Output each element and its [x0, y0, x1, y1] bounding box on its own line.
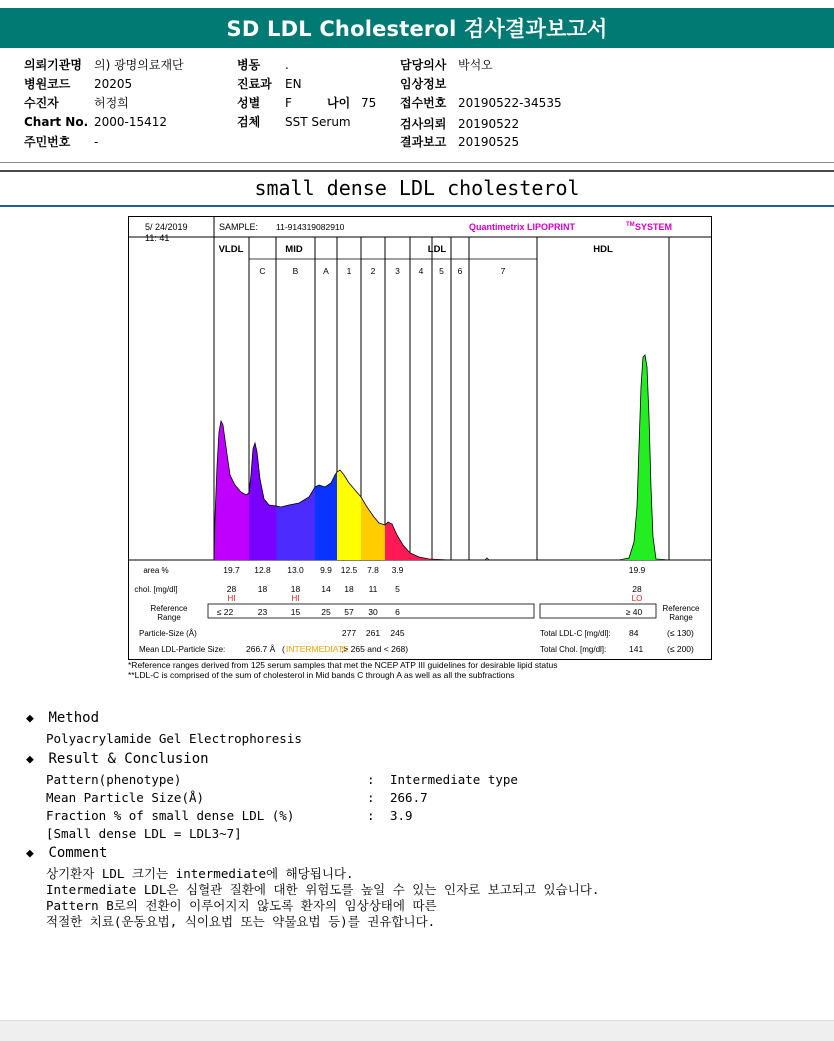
- info-field: [400, 115, 519, 132]
- info-field-value: 20190522: [458, 117, 520, 131]
- chart-group-vldl: VLDL: [218, 244, 244, 255]
- info-field: [237, 56, 289, 73]
- chart-total-ldlc: 84: [629, 628, 639, 638]
- result-note: [Small dense LDL = LDL3~7]: [46, 826, 242, 841]
- chart-ref-value: ≤ 22: [216, 607, 234, 617]
- chart-mean-crit: ;> 265 and < 268): [341, 644, 409, 654]
- chart-ref-value: 30: [368, 607, 378, 617]
- section-title: small dense LDL cholesterol: [254, 176, 580, 200]
- chart-psize-value: 261: [365, 628, 381, 638]
- chart-area-hdl: [537, 355, 669, 560]
- chart-brand: Quantimetrix LIPOPRINT: [469, 222, 576, 232]
- info-field-age-label: 나이: [327, 96, 351, 110]
- chart-area-value: 12.8: [254, 565, 271, 575]
- result-colon: :: [367, 790, 375, 805]
- info-field-value: 박석오: [458, 58, 493, 72]
- chart-area-C: [249, 443, 276, 560]
- chart-row-label-psize: Particle-Size (Å): [139, 629, 197, 638]
- method-text: Polyacrylamide Gel Electrophoresis: [46, 731, 302, 746]
- chart-band-label: 3: [395, 266, 400, 276]
- result-colon: :: [367, 772, 375, 787]
- chart-flag: HI: [291, 594, 300, 603]
- comment-line: 적절한 치료(운동요법, 식이요법 또는 약물요법 등)를 권유합니다.: [46, 914, 436, 929]
- method-heading: [26, 710, 99, 726]
- footnote-1: *Reference ranges derived from 125 serum samples that met the NCEP ATP III guidelines for desirable lipid status: [128, 660, 558, 670]
- info-field: [237, 75, 302, 92]
- report-title-bar: [0, 8, 834, 48]
- info-field-label: 검체: [237, 115, 261, 129]
- chart-group-ldl: LDL: [427, 244, 447, 255]
- comment-heading: [26, 845, 107, 861]
- chart-psize-value: 277: [341, 628, 357, 638]
- result-colon: :: [367, 808, 375, 823]
- chart-band-label: B: [292, 266, 299, 276]
- info-field-label: 의뢰기관명: [24, 58, 82, 72]
- divider: [0, 205, 834, 207]
- chart-area-value: 7.8: [367, 565, 379, 575]
- info-field-age: [327, 94, 376, 111]
- chart-band-label: C: [259, 266, 266, 276]
- chart-ref-value: 25: [321, 607, 331, 617]
- result-label-pattern: Pattern(phenotype): [46, 772, 182, 787]
- info-field: [237, 113, 351, 130]
- result-heading: [26, 751, 209, 767]
- info-field-value: F: [285, 96, 292, 110]
- info-field: [237, 94, 292, 111]
- info-field-value: 의) 광명의료재단: [94, 58, 184, 72]
- chart-mean-size: 266.7 Å: [246, 644, 276, 654]
- chart-chol-value: 28: [632, 584, 642, 594]
- chart-band-label: 4: [418, 266, 424, 276]
- chart-date: 5/ 24/2019: [145, 222, 188, 232]
- footnote-2: **LDL-C is comprised of the sum of cholesterol in Mid bands C through A as well as all the subfractions: [128, 670, 515, 680]
- divider: [0, 162, 834, 163]
- info-field: [24, 56, 184, 73]
- chart-flag: HI: [227, 594, 236, 603]
- chart-band-label: 6: [457, 266, 463, 276]
- chart-band-label: 5: [439, 266, 444, 276]
- info-field-label: 결과보고: [400, 135, 447, 149]
- chart-area-value: 13.0: [287, 565, 304, 575]
- info-field-label: 수진자: [24, 96, 59, 110]
- chart-area-B: [276, 487, 315, 560]
- info-field: [24, 94, 129, 111]
- chart-area-2: [361, 497, 385, 560]
- comment-line: Intermediate LDL은 심혈관 질환에 대한 위험도를 높일 수 있는 인자로 보고되고 있습니다.: [46, 882, 600, 897]
- info-field-label: 담당의사: [400, 58, 447, 72]
- chart-chol-value: 18: [257, 584, 268, 594]
- chart-chol-value: 5: [395, 584, 400, 594]
- info-field-value: 허정희: [94, 96, 129, 110]
- result-label-fraction: Fraction % of small dense LDL (%): [46, 808, 295, 823]
- chart-chol-value: 28: [226, 584, 237, 594]
- chart-ref-value: 23: [257, 607, 268, 617]
- chart-area-value: 12.5: [340, 565, 358, 575]
- info-field-value: 2000-15412: [94, 115, 168, 129]
- chart-area-VLDL: [214, 421, 249, 560]
- info-field-label: 성별: [237, 96, 261, 110]
- info-field: [24, 115, 167, 129]
- info-field-label: 임상정보: [400, 77, 447, 91]
- chart-area-value: 3.9: [391, 565, 404, 575]
- comment-line: 상기환자 LDL 크기는 intermediate에 해당됩니다.: [46, 866, 354, 881]
- chart-total-chol-ref: (≤ 200): [667, 644, 694, 654]
- info-field-label: 병동: [237, 58, 261, 72]
- info-field-label: 진료과: [237, 77, 272, 91]
- lipoprint-chart-svg: [129, 217, 711, 659]
- info-field-label: 주민번호: [24, 135, 71, 149]
- chart-band-label: A: [323, 266, 329, 276]
- chart-total-chol-label: Total Chol. [mg/dl]:: [540, 645, 607, 654]
- chart-band-label: 1: [346, 266, 352, 276]
- chart-right-ref-label: Reference: [662, 604, 700, 613]
- info-field: [400, 94, 562, 111]
- chart-mean-type: INTERMEDIATE: [286, 644, 349, 654]
- info-field-label: 접수번호: [400, 96, 447, 110]
- info-field-label: 검사의뢰: [400, 117, 447, 131]
- chart-psize-value: 245: [390, 628, 405, 638]
- chart-mean-open: (: [282, 644, 285, 654]
- info-field-value: 20190522-34535: [458, 96, 562, 110]
- chart-band-label: 2: [370, 266, 376, 276]
- chart-row-label-chol: chol. [mg/dl]: [134, 585, 178, 594]
- method-title: Method: [48, 710, 100, 726]
- chart-row-label-area: area %: [143, 566, 169, 575]
- info-field-age-value: 75: [361, 96, 377, 110]
- info-field: [400, 133, 519, 150]
- result-value-fraction: 3.9: [390, 808, 413, 823]
- chart-sample-id: 11-914319082910: [276, 222, 345, 232]
- report-title: SD LDL Cholesterol 검사결과보고서: [226, 17, 608, 41]
- info-field-value: SST Serum: [285, 115, 351, 129]
- result-value-pattern: Intermediate type: [390, 772, 518, 787]
- chart-total-ldlc-label: Total LDL-C [mg/dl]:: [540, 629, 611, 638]
- chart-row-label-ref: Range: [157, 613, 181, 622]
- info-field-value: 20190525: [458, 135, 520, 149]
- chart-ref-value: ≥ 40: [625, 607, 643, 617]
- chart-brand-tm: TM: [626, 222, 635, 228]
- divider: [0, 170, 834, 172]
- info-field: [400, 75, 458, 92]
- chart-total-chol: 141: [629, 644, 644, 654]
- diamond-bullet-icon: ◆: [26, 752, 34, 767]
- chart-row-label-mean: Mean LDL-Particle Size:: [139, 645, 226, 654]
- chart-right-ref-label: Range: [669, 613, 693, 622]
- result-value-mean-size: 266.7: [390, 790, 428, 805]
- chart-time: 11: 41: [145, 233, 170, 243]
- chart-ref-value: 6: [395, 607, 400, 617]
- chart-total-ldlc-ref: (≤ 130): [667, 628, 694, 638]
- result-label-mean-size: Mean Particle Size(Å): [46, 790, 205, 805]
- chart-chol-value: 11: [368, 584, 378, 594]
- comment-line: Pattern B로의 전환이 이루어지지 않도록 환자의 임상상태에 따른: [46, 898, 437, 913]
- chart-row-label-ref: Reference: [150, 604, 188, 613]
- info-field-label: 병원코드: [24, 77, 71, 91]
- chart-area-value: 9.9: [320, 565, 332, 575]
- chart-flag: LO: [631, 594, 643, 603]
- chart-brand-suffix: SYSTEM: [635, 222, 673, 232]
- info-field-value: -: [94, 135, 99, 149]
- diamond-bullet-icon: ◆: [26, 846, 34, 861]
- chart-ref-value: 15: [290, 607, 301, 617]
- info-field: [400, 56, 493, 73]
- info-field: [24, 133, 98, 150]
- chart-band-label: 7: [500, 266, 506, 276]
- chart-chol-value: 14: [321, 584, 331, 594]
- comment-title: Comment: [48, 845, 108, 861]
- diamond-bullet-icon: ◆: [26, 711, 34, 726]
- info-field: [24, 75, 132, 92]
- chart-group-mid: MID: [285, 244, 303, 255]
- info-field-value: .: [285, 58, 289, 72]
- chart-area-value: 19.7: [223, 565, 240, 575]
- chart-group-hdl: HDL: [593, 244, 613, 255]
- chart-sample-label: SAMPLE:: [219, 222, 259, 232]
- info-field-value: 20205: [94, 77, 133, 91]
- chart-ref-value: 57: [344, 607, 354, 617]
- lipoprint-chart: [128, 216, 712, 660]
- chart-chol-value: 18: [344, 584, 354, 594]
- chart-chol-value: 18: [290, 584, 301, 594]
- bottom-scroll-bar: [0, 1020, 834, 1041]
- chart-area-value: 19.9: [628, 565, 646, 575]
- info-field-value: EN: [285, 77, 302, 91]
- info-field-label: Chart No.: [24, 115, 89, 129]
- result-title: Result & Conclusion: [48, 751, 209, 767]
